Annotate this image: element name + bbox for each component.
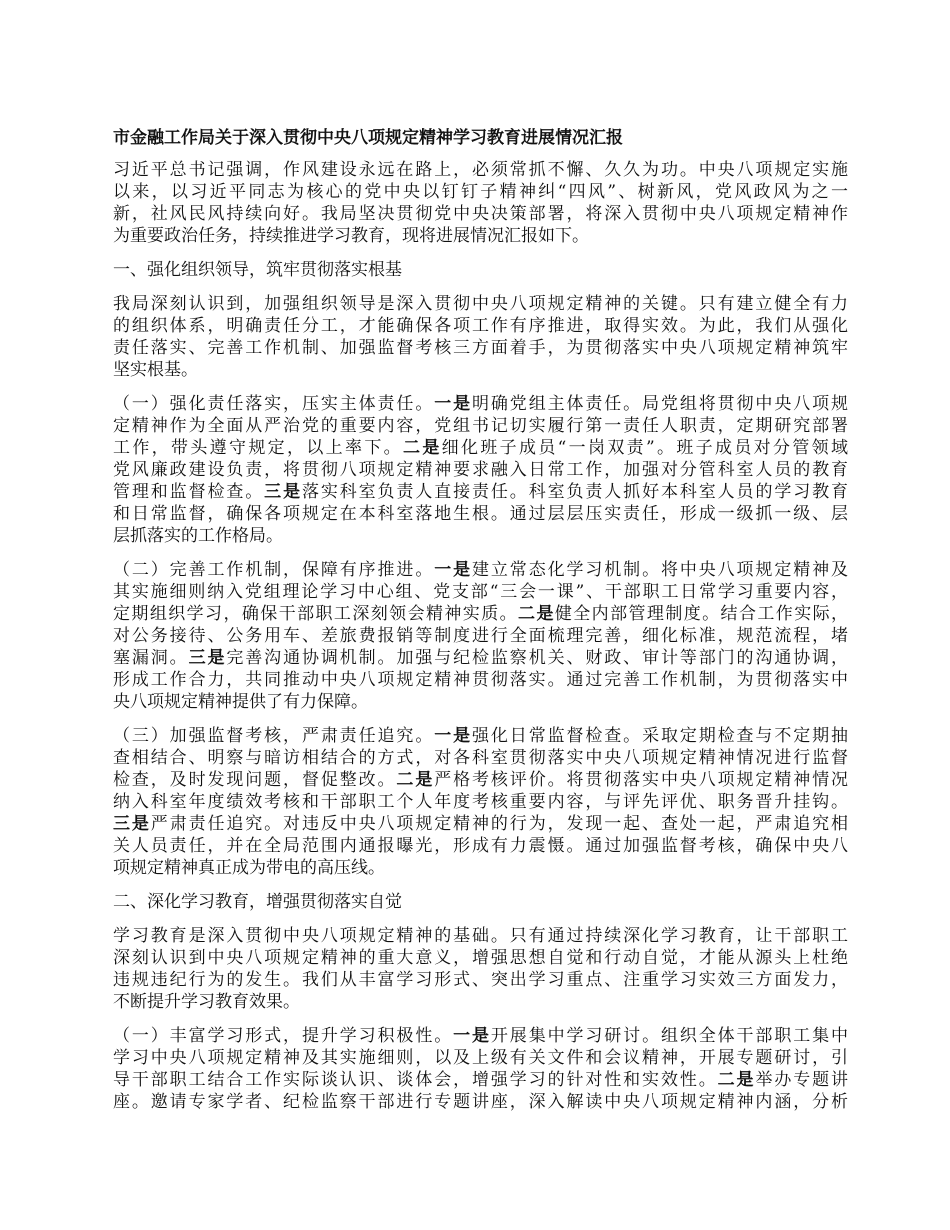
text-line [113,581,848,603]
text-run: 纳入科室年度绩效考核和干部职工个人年度考核重要内容，与评先评优、职务晋升挂钩。 [113,792,848,812]
text-run: 以来，以习近平同志为核心的党中央以钉钉子精神纠“四风”、树新风，党风政风为之一 [113,182,848,202]
text-run: （三）加强监督考核，严肃责任追究。 [113,726,435,746]
text-line [113,315,848,337]
text-line [113,769,848,791]
bold-keyword: 一是 [453,1026,491,1046]
text-run: 塞漏洞。 [113,648,189,668]
text-run: 关人员责任，并在全局范围内通报曝光，形成有力震慑。通过加强监督考核，确保中央八 [113,836,848,856]
text-line [113,857,848,879]
text-line [113,625,848,647]
text-line [113,647,848,669]
bold-keyword: 二是 [396,770,435,790]
text-line [113,481,848,503]
text-run: 查相结合、明察与暗访相结合的方式，对各科室贯彻落实中央八项规定精神情况进行监督 [113,748,848,768]
text-line [113,1091,848,1113]
paragraph [113,393,848,547]
text-run: 为重要政治任务，持续推进学习教育，现将进展情况汇报如下。 [113,226,589,246]
text-run: （一）强化责任落实，压实主体责任。 [113,394,435,414]
text-run: 坚实根基。 [113,360,198,380]
text-line [113,991,848,1013]
text-line [113,603,848,625]
text-line [113,1047,848,1069]
text-line [113,359,848,381]
text-line [113,337,848,359]
text-line [113,669,848,691]
document-title: 市金融工作局关于深入贯彻中央八项规定精神学习教育进展情况汇报 [113,128,623,148]
text-line [113,925,848,947]
text-run: （二）完善工作机制，保障有序推进。 [113,560,435,580]
text-run: 二、深化学习教育，增强贯彻落实自觉 [113,892,402,912]
text-line [113,159,848,181]
text-line [113,691,848,713]
text-run: 强化日常监督检查。采取定期检查与不定期抽 [472,726,849,746]
text-run: 学习教育是深入贯彻中央八项规定精神的基础。只有通过持续深化学习教育，让干部职工 [113,926,848,946]
text-run: 对公务接待、公务用车、差旅费报销等制度进行全面梳理完善，细化标准，规范流程，堵 [113,626,848,646]
text-run: 明确党组主体责任。局党组将贯彻中央八项规 [472,394,849,414]
text-run: 责任落实、完善工作机制、加强监督考核三方面着手，为贯彻落实中央八项规定精神筑牢 [113,338,848,358]
text-run: 深刻认识到中央八项规定精神的重大意义，增强思想自觉和行动自觉，才能从源头上杜绝 [113,948,848,968]
text-run: （一）丰富学习形式，提升学习积极性。 [113,1026,454,1046]
text-line [113,459,848,481]
text-run: 和日常监督，确保各项规定在本科室落地生根。通过层层压实责任，形成一级抓一级、层 [113,504,848,524]
text-run: 项规定精神真正成为带电的高压线。 [113,858,385,878]
text-run: 举办专题讲 [755,1070,849,1090]
bold-keyword: 二是 [717,1070,756,1090]
bold-keyword: 三是 [188,648,227,668]
text-run: 工作，带头遵守规定，以上率下。 [113,438,403,458]
text-line [113,437,848,459]
text-run: 定期组织学习，确保干部职工深刻领会精神实质。 [113,604,519,624]
text-run: 完善沟通协调机制。加强与纪检监察机关、财政、审计等部门的沟通协调， [226,648,849,668]
text-line [113,415,848,437]
text-run: 严肃责任追究。对违反中央八项规定精神的行为，发现一起、查处一起，严肃追究相 [150,814,849,834]
text-line [113,225,848,247]
text-line [113,947,848,969]
text-line [113,259,848,281]
text-run: 层抓落实的工作格局。 [113,526,283,546]
text-line [113,747,848,769]
text-line [113,791,848,813]
text-line [113,1025,848,1047]
document-paragraphs [113,159,848,1113]
bold-keyword: 二是 [518,604,555,624]
text-line [113,559,848,581]
text-run: 导干部职工结合工作实际谈认识、谈体会，增强学习的针对性和实效性。 [113,1070,718,1090]
paragraph [113,925,848,1013]
bold-keyword: 三是 [264,482,302,502]
paragraph [113,1025,848,1113]
text-line [113,393,848,415]
text-run: 细化班子成员“一岗双责”。班子成员对分管领域 [441,438,849,458]
text-run: 违规违纪行为的发生。我们从丰富学习形式、突出学习重点、注重学习实效三方面发力， [113,970,848,990]
text-line [113,813,848,835]
text-line [113,181,848,203]
text-run: 定精神作为全面从严治党的重要内容，党组书记切实履行第一责任人职责，定期研究部署 [113,416,848,436]
text-run: 其实施细则纳入党组理论学习中心组、党支部“三会一课”、干部职工日常学习重要内容， [113,582,848,602]
text-run: 严格考核评价。将贯彻落实中央八项规定精神情况 [434,770,849,790]
text-run: 形成工作合力，共同推动中央八项规定精神贯彻落实。通过完善工作机制，为贯彻落实中 [113,670,848,690]
bold-keyword: 二是 [402,438,442,458]
text-run: 健全内部管理制度。结合工作实际， [554,604,849,624]
text-run: 央八项规定精神提供了有力保障。 [113,692,368,712]
paragraph [113,559,848,713]
document-body [113,127,848,1125]
text-run: 我局深刻认识到，加强组织领导是深入贯彻中央八项规定精神的关键。只有建立健全有力 [113,294,848,314]
text-run: 检查，及时发现问题，督促整改。 [113,770,397,790]
section-heading [113,891,848,913]
text-run: 学习中央八项规定精神及其实施细则，以及上级有关文件和会议精神，开展专题研讨，引 [113,1048,848,1068]
text-line [113,835,848,857]
paragraph [113,293,848,381]
text-line [113,725,848,747]
text-line [113,1069,848,1091]
text-run: 开展集中学习研讨。组织全体干部职工集中 [490,1026,849,1046]
text-run: 党风廉政建设负责，将贯彻八项规定精神要求融入日常工作，加强对分管科室人员的教育 [113,460,848,480]
bold-keyword: 一是 [434,726,473,746]
text-line [113,891,848,913]
section-heading [113,259,848,281]
paragraph [113,725,848,879]
text-run: 新，社风民风持续向好。我局坚决贯彻党中央决策部署，将深入贯彻中央八项规定精神作 [113,204,848,224]
text-run: 一、强化组织领导，筑牢贯彻落实根基 [113,260,402,280]
text-line [113,969,848,991]
bold-keyword: 一是 [434,394,473,414]
text-line [113,203,848,225]
text-run: 建立常态化学习机制。将中央八项规定精神及 [472,560,849,580]
text-run: 管理和监督检查。 [113,482,265,502]
text-run: 落实科室负责人直接责任。科室负责人抓好本科室人员的学习教育 [301,482,849,502]
text-line [113,525,848,547]
text-run: 不断提升学习教育效果。 [113,992,300,1012]
bold-keyword: 一是 [434,560,473,580]
text-line [113,293,848,315]
text-line [113,503,848,525]
paragraph [113,159,848,247]
text-run: 习近平总书记强调，作风建设永远在路上，必须常抓不懈、久久为功。中央八项规定实施 [113,160,848,180]
bold-keyword: 三是 [113,814,151,834]
text-run: 的组织体系，明确责任分工，才能确保各项工作有序推进，取得实效。为此，我们从强化 [113,316,848,336]
text-run: 座。邀请专家学者、纪检监察干部进行专题讲座，深入解读中央八项规定精神内涵，分析 [113,1092,848,1112]
